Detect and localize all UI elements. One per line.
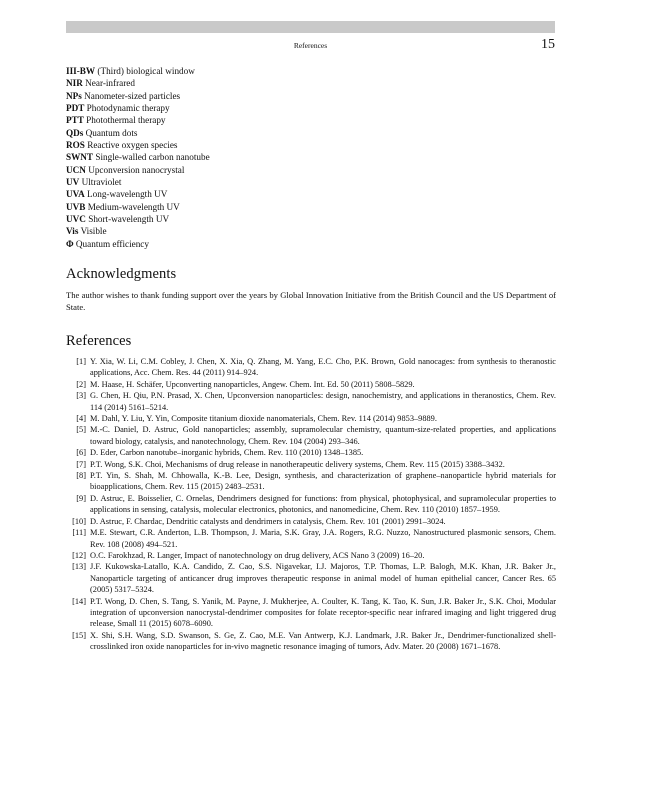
reference-number: [7] <box>76 459 86 469</box>
abbreviation-item <box>66 65 210 77</box>
running-head <box>66 39 555 55</box>
reference-number: [12] <box>72 550 86 560</box>
abbreviation-definition: Ultraviolet <box>81 177 122 188</box>
abbreviation-definition: Nanometer-sized particles <box>84 90 181 101</box>
abbreviation-term: Φ <box>66 238 74 249</box>
reference-text: D. Eder, Carbon nanotube–inorganic hybrids, Chem. Rev. 110 (2010) 1348–1385. <box>90 448 364 458</box>
reference-text: O.C. Farokhzad, R. Langer, Impact of nanotechnology on drug delivery, ACS Nano 3 (2009) 16–20. <box>90 550 425 560</box>
abbreviation-definition: Quantum efficiency <box>75 238 149 249</box>
abbreviation-term: PDT <box>66 103 85 114</box>
abbreviation-definition: Reactive oxygen species <box>87 140 178 151</box>
abbreviation-definition: Upconversion nanocrystal <box>88 164 185 175</box>
abbreviation-term: SWNT <box>66 152 94 163</box>
abbreviation-term: UVB <box>66 201 86 212</box>
reference-number: [2] <box>76 379 86 389</box>
header-rule-bar <box>66 21 555 33</box>
abbreviation-definition: Photodynamic therapy <box>86 103 170 114</box>
abbreviation-definition: Quantum dots <box>85 127 138 138</box>
abbreviation-term: UVA <box>66 189 85 200</box>
reference-number: [8] <box>76 471 86 481</box>
abbreviation-term: UCN <box>66 164 86 175</box>
acknowledgments-text: The author wishes to thank funding support over the years by Global Innovation Initiative from the British Council and the US Department of State. <box>66 290 556 312</box>
reference-text: X. Shi, S.H. Wang, S.D. Swanson, S. Ge, Z. Cao, M.E. Van Antwerp, K.J. Landmark, J.R. Baker Jr., Dendrimer-functionalized shell-crosslinked iron oxide nanoparticles for in-vivo magnetic resonance imaging of tumors, Adv. Mater. 20 (2008) 1671–1678. <box>90 630 556 652</box>
abbreviation-item <box>66 151 210 163</box>
references-heading: References <box>66 333 132 349</box>
abbreviation-item <box>66 102 210 114</box>
abbreviation-item <box>66 201 210 213</box>
reference-list <box>66 356 556 653</box>
reference-item <box>66 596 556 630</box>
reference-item <box>66 413 556 424</box>
abbreviation-term: III-BW <box>66 66 96 76</box>
abbreviation-term: NIR <box>66 78 83 89</box>
abbreviation-item <box>66 127 210 139</box>
reference-text: D. Astruc, F. Chardac, Dendritic catalysts and dendrimers in catalysis, Chem. Rev. 101 (2001) 2991–3024. <box>90 516 446 526</box>
abbreviation-definition: Long-wavelength UV <box>87 189 168 200</box>
reference-item <box>66 630 556 653</box>
abbreviation-definition: Medium-wavelength UV <box>87 201 180 212</box>
abbreviation-item <box>66 213 210 225</box>
reference-item <box>66 459 556 470</box>
reference-number: [15] <box>72 630 86 640</box>
reference-item <box>66 493 556 516</box>
abbreviation-term: Vis <box>66 226 79 237</box>
reference-item <box>66 550 556 561</box>
running-title: References <box>293 41 328 50</box>
abbreviation-item <box>66 114 210 126</box>
abbreviation-item <box>66 77 210 89</box>
page-number: 15 <box>541 37 555 52</box>
abbreviation-definition: Visible <box>80 226 107 237</box>
abbreviation-item <box>66 238 210 250</box>
reference-text: M.-C. Daniel, D. Astruc, Gold nanoparticles; assembly, supramolecular chemistry, quantum-size-related properties, and applications toward biology, catalysis, and nanotechnology, Chem. Rev. 104 (2004) 293–346. <box>90 425 556 446</box>
reference-text: J.F. Kukowska-Latallo, K.A. Candido, Z. Cao, S.S. Nigavekar, I.J. Majoros, T.P. Thomas, L.P. Balogh, M.K. Khan, J.R. Baker Jr., Nanoparticle targeting of anticancer drug improves therapeutic response in animal model of human epithelial cancer, Cancer Res. 65 (2005) 5317–5324. <box>90 562 556 595</box>
abbreviation-term: QDs <box>66 127 84 138</box>
reference-item <box>66 390 556 413</box>
reference-text: M.E. Stewart, C.R. Anderton, L.B. Thompson, J. Maria, S.K. Gray, J.A. Rogers, R.G. Nuzzo, Nanostructured plasmonic sensors, Chem. Rev. 108 (2008) 494–521. <box>90 528 556 549</box>
abbreviation-definition: (Third) biological window <box>97 66 195 76</box>
abbreviation-term: PTT <box>66 115 84 126</box>
reference-text: D. Astruc, E. Boisselier, C. Ornelas, Dendrimers designed for functions: from physical, photophysical, and supramolecular properties to applications in sensing, catalysis, molecular electronics, photonics, and nanomedicine, Chem. Rev. 110 (2010) 1857–1959. <box>90 493 556 515</box>
abbreviation-item <box>66 225 210 237</box>
reference-item <box>66 447 556 458</box>
reference-text: Y. Xia, W. Li, C.M. Cobley, J. Chen, X. Xia, Q. Zhang, M. Yang, E.C. Cho, P.K. Brown, Gold nanocages: from synthesis to theranostic applications, Acc. Chem. Res. 44 (2011) 914–924. <box>90 357 556 378</box>
reference-item <box>66 516 556 527</box>
reference-item <box>66 527 556 550</box>
abbreviation-item <box>66 188 210 200</box>
reference-text: M. Haase, H. Schäfer, Upconverting nanoparticles, Angew. Chem. Int. Ed. 50 (2011) 5808–5829. <box>90 379 415 389</box>
reference-number: [11] <box>72 528 86 538</box>
reference-text: P.T. Wong, D. Chen, S. Tang, S. Yanik, M. Payne, J. Mukherjee, A. Coulter, K. Tang, K. Tao, K. Sun, J.R. Baker Jr., S.K. Choi, Modular integration of upconversion nanocrystal-dendrimer composites for folate receptor-specific near infrared imaging and light triggered drug release, Small 11 (2015) 6078–6090. <box>90 596 556 629</box>
reference-number: [13] <box>72 562 86 572</box>
abbreviation-term: UVC <box>66 214 86 225</box>
abbreviation-definition: Near-infrared <box>85 78 135 89</box>
reference-text: P.T. Yin, S. Shah, M. Chhowalla, K.-B. Lee, Design, synthesis, and characterization of graphene–nanoparticle hybrid materials for bioapplications, Chem. Rev. 115 (2015) 2483–2531. <box>90 471 556 492</box>
reference-number: [3] <box>76 391 86 401</box>
abbreviation-definition: Single-walled carbon nanotube <box>95 152 210 163</box>
reference-number: [6] <box>76 448 86 458</box>
reference-text: P.T. Wong, S.K. Choi, Mechanisms of drug release in nanotherapeutic delivery systems, Chem. Rev. 115 (2015) 3388–3432. <box>90 459 505 469</box>
acknowledgments-heading: Acknowledgments <box>66 266 177 282</box>
abbreviation-definition: Short-wavelength UV <box>88 214 170 225</box>
abbreviation-term: ROS <box>66 140 85 151</box>
abbreviation-item <box>66 90 210 102</box>
abbreviation-definition: Photothermal therapy <box>86 115 166 126</box>
reference-item <box>66 356 556 379</box>
reference-number: [4] <box>76 414 86 424</box>
reference-item <box>66 561 556 595</box>
reference-item <box>66 470 556 493</box>
reference-number: [5] <box>76 425 86 435</box>
abbreviation-item <box>66 139 210 151</box>
reference-number: [1] <box>76 357 86 366</box>
reference-item <box>66 379 556 390</box>
abbreviation-item <box>66 176 210 188</box>
reference-number: [10] <box>72 516 86 526</box>
abbreviation-term: NPs <box>66 90 82 101</box>
reference-text: M. Dahl, Y. Liu, Y. Yin, Composite titanium dioxide nanomaterials, Chem. Rev. 114 (2014) 9853–9889. <box>90 414 437 424</box>
abbreviation-list <box>66 65 210 250</box>
reference-number: [9] <box>76 493 86 503</box>
abbreviation-item <box>66 164 210 176</box>
reference-item <box>66 424 556 447</box>
reference-number: [14] <box>72 596 86 606</box>
reference-text: G. Chen, H. Qiu, P.N. Prasad, X. Chen, Upconversion nanoparticles: design, nanochemistry, and applications in theranostics, Chem. Rev. 114 (2014) 5161–5214. <box>90 391 556 412</box>
abbreviation-term: UV <box>66 177 80 188</box>
